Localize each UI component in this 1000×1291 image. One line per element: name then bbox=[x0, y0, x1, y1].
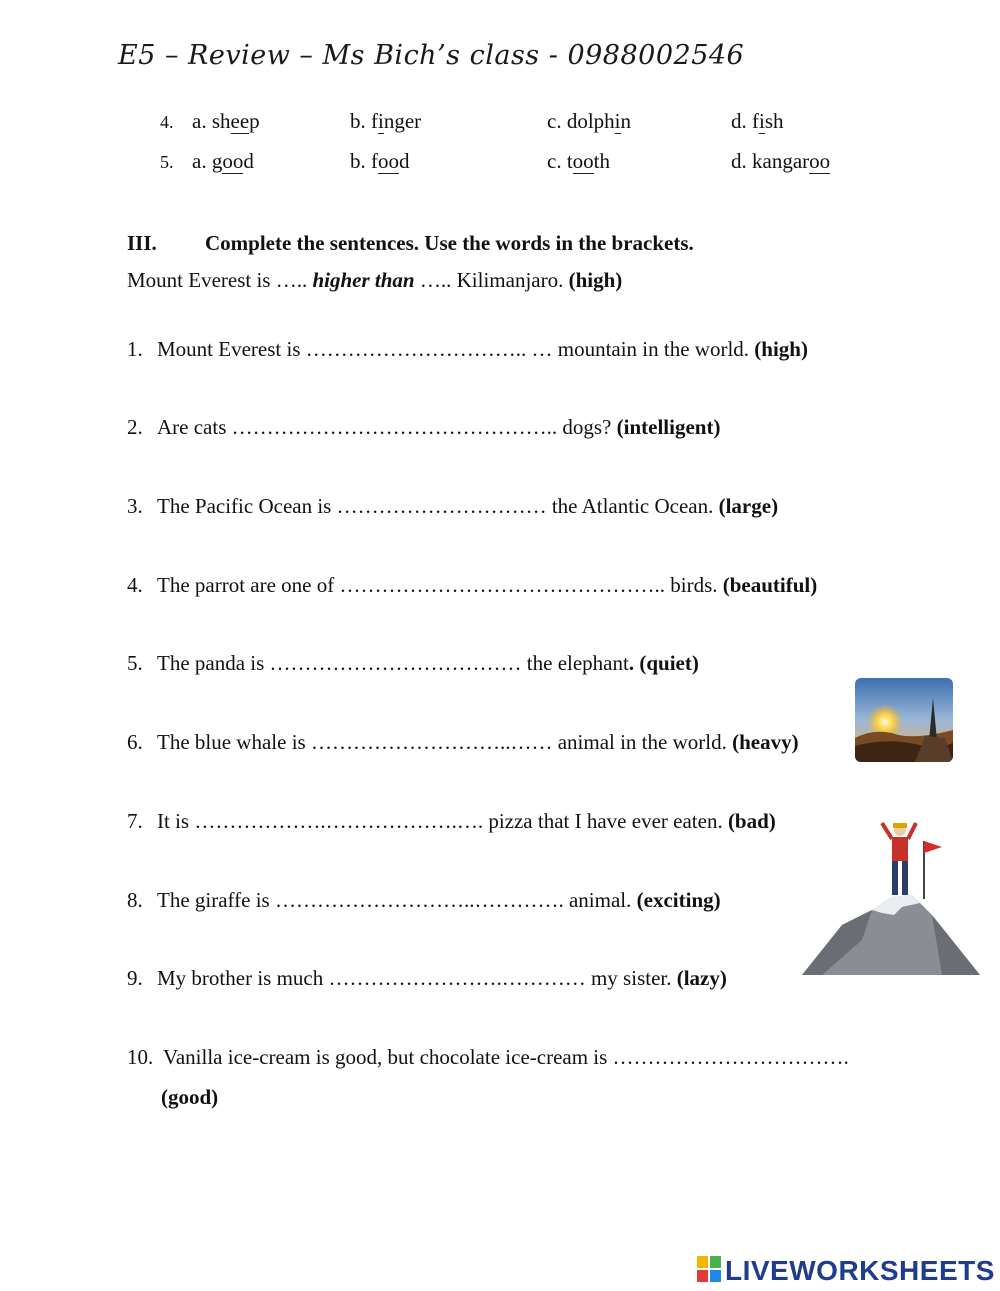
question-1[interactable]: 1. Mount Everest is ………………………….. … mountain in the world. (high) bbox=[127, 337, 808, 361]
question-8[interactable]: 8. The giraffe is ………………………..…………. animal. (exciting) bbox=[127, 888, 721, 912]
question-3[interactable]: 3. The Pacific Ocean is ………………………… the Atlantic Ocean. (large) bbox=[127, 494, 779, 518]
option-a: a. sheep bbox=[192, 109, 260, 133]
row-number: 4. bbox=[160, 112, 174, 132]
section-heading bbox=[127, 231, 694, 256]
example-sentence: Mount Everest is ….. higher than ….. Kilimanjaro. (high) bbox=[127, 268, 623, 292]
liveworksheets-mark-icon bbox=[697, 1256, 721, 1289]
example-answer: higher than bbox=[312, 268, 415, 292]
question-6[interactable]: 6. The blue whale is ………………………..…… animal in the world. (heavy) bbox=[127, 730, 799, 754]
option-d: d. fish bbox=[731, 109, 784, 133]
climber-on-mountain-image bbox=[802, 815, 980, 980]
option-b: b. finger bbox=[350, 109, 422, 133]
option-d: d. kangaroo bbox=[731, 149, 831, 173]
liveworksheets-logo: LIVEWORKSHEETS bbox=[697, 1255, 995, 1289]
question-10[interactable]: 10. Vanilla ice-cream is good, but chocolate ice-cream is ……………………………. bbox=[127, 1045, 849, 1069]
option-c: c. dolphin bbox=[547, 109, 632, 133]
question-9[interactable]: 9. My brother is much …………………….………… my sister. (lazy) bbox=[127, 966, 727, 990]
mountain-sunrise-image bbox=[855, 678, 953, 762]
section-number: III. bbox=[127, 231, 157, 255]
question-2[interactable]: 2. Are cats ……………………………………….. dogs? (intelligent) bbox=[127, 415, 721, 439]
question-7[interactable]: 7. It is ……………….……………….…. pizza that I have ever eaten. (bad) bbox=[127, 809, 776, 833]
question-4[interactable]: 4. The parrot are one of ……………………………………….. birds. (beautiful) bbox=[127, 573, 818, 597]
worksheet-header: E5 – Review – Ms Bich’s class - 0988002546 bbox=[118, 40, 745, 71]
row-number: 5. bbox=[160, 152, 174, 172]
question-5[interactable]: 5. The panda is ……………………………… the elephant. (quiet) bbox=[127, 651, 699, 675]
option-c: c. tooth bbox=[547, 149, 611, 173]
section-instruction: Complete the sentences. Use the words in the brackets. bbox=[205, 231, 694, 255]
question-10-hint: (good) bbox=[161, 1085, 219, 1109]
option-b: b. food bbox=[350, 149, 410, 173]
option-a: a. good bbox=[192, 149, 254, 173]
